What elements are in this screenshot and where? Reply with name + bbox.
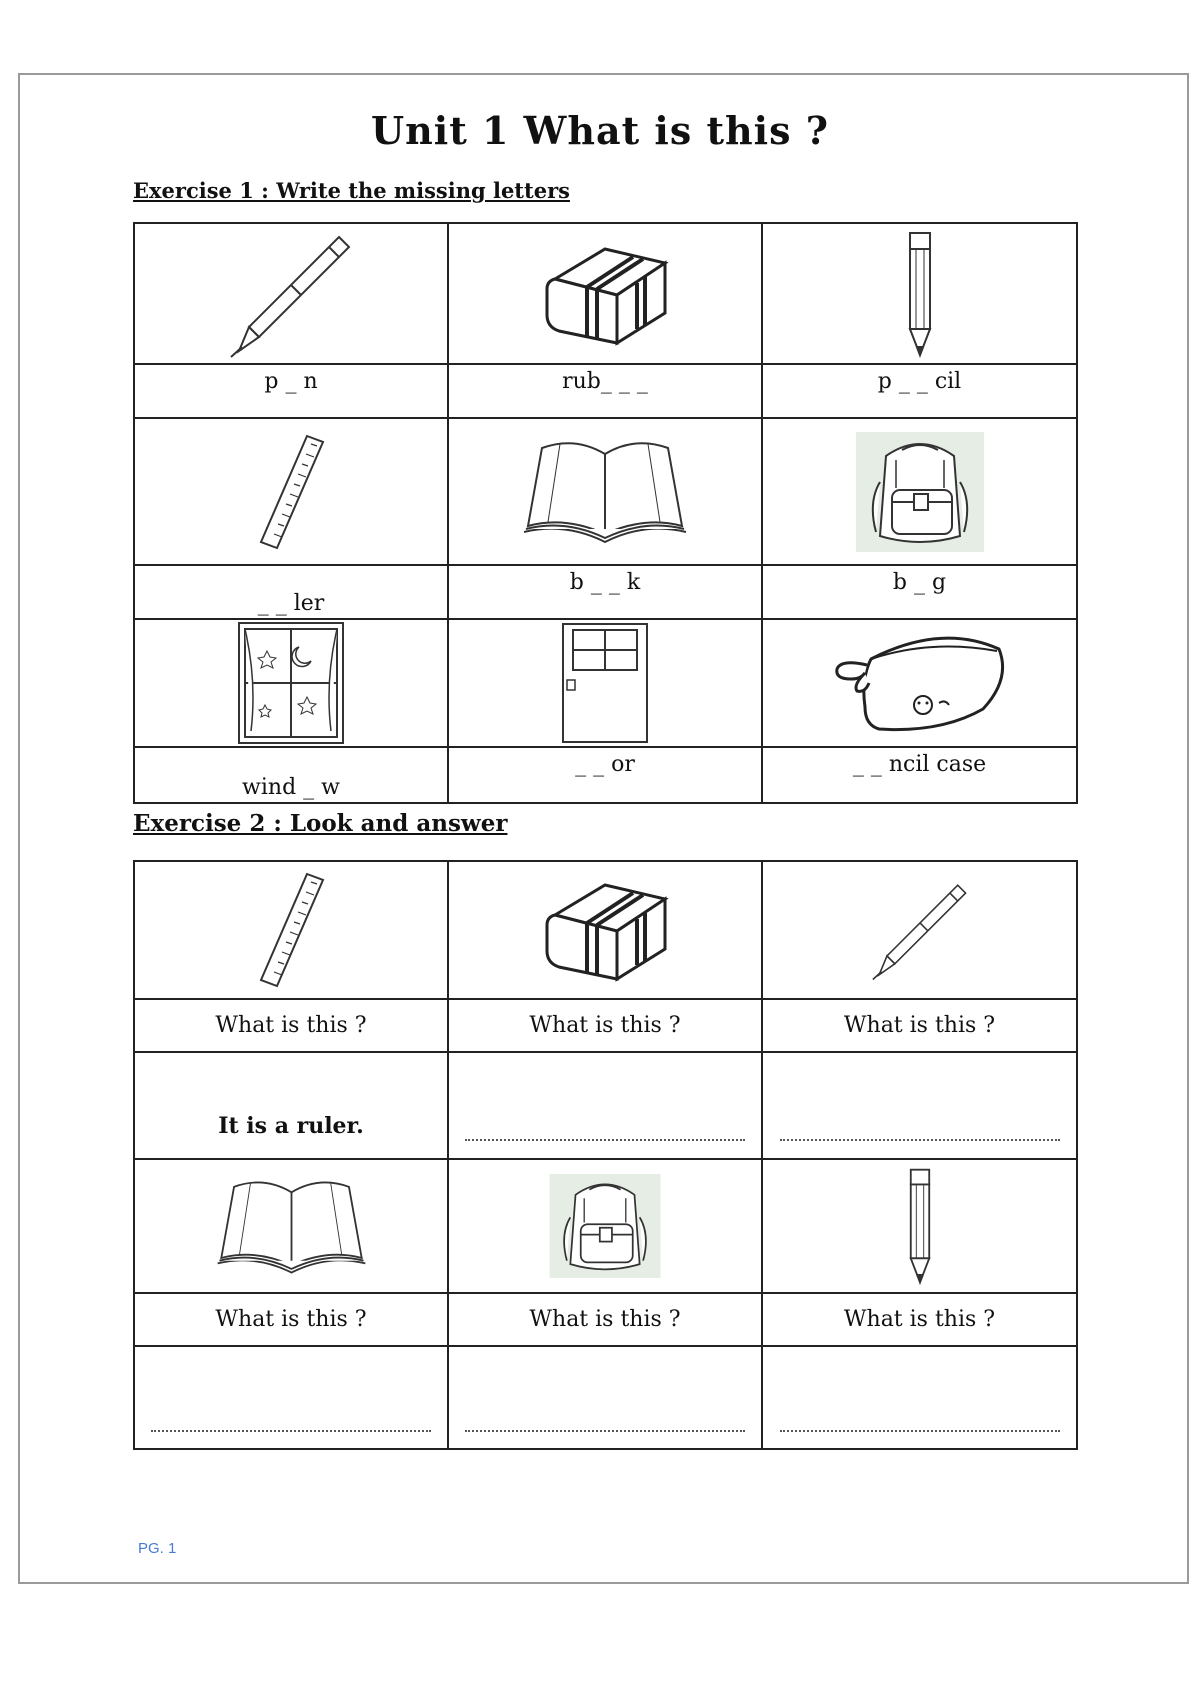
exercise2-image-cell [134, 1159, 448, 1293]
answer-line[interactable] [465, 1138, 745, 1141]
exercise1-image-cell [448, 619, 762, 747]
exercise1-image-cell [762, 223, 1077, 364]
answer-line[interactable] [151, 1429, 431, 1432]
exercise1-image-cell [134, 223, 448, 364]
exercise1-label: _ _ ncil case [762, 747, 1077, 803]
exercise1-label: b _ _ k [448, 565, 762, 619]
exercise1-label: p _ _ cil [762, 364, 1077, 418]
answer-cell[interactable] [448, 1052, 762, 1159]
window-icon [237, 621, 345, 745]
question-label: What is this ? [448, 999, 762, 1052]
exercise2-image-cell [448, 861, 762, 999]
pencil-icon [900, 229, 940, 359]
exercise2-image-cell [134, 861, 448, 999]
example-answer: It is a ruler. [134, 1052, 448, 1159]
answer-line[interactable] [780, 1429, 1060, 1432]
exercise1-image-cell [134, 418, 448, 565]
ruler-icon [251, 870, 331, 990]
bag-icon [856, 432, 984, 552]
exercise1-heading: Exercise 1 : Write the missing letters [133, 178, 570, 203]
question-label: What is this ? [134, 1293, 448, 1346]
door-icon [559, 622, 651, 744]
page-number: PG. 1 [138, 1540, 177, 1557]
exercise2-image-cell [448, 1159, 762, 1293]
rubber-icon [535, 875, 675, 985]
answer-cell[interactable] [762, 1052, 1077, 1159]
answer-line[interactable] [465, 1429, 745, 1432]
exercise1-image-cell [134, 619, 448, 747]
answer-cell[interactable] [448, 1346, 762, 1449]
pencil-icon [900, 1166, 940, 1286]
question-label: What is this ? [448, 1293, 762, 1346]
exercise1-image-cell [448, 223, 762, 364]
exercise1-label: p _ n [134, 364, 448, 418]
exercise1-label: rub_ _ _ [448, 364, 762, 418]
exercise1-table [133, 222, 1078, 804]
pen-icon [221, 229, 361, 359]
question-label: What is this ? [134, 999, 448, 1052]
exercise1-image-cell [448, 418, 762, 565]
page-title: Unit 1 What is this ? [371, 108, 829, 153]
pencil-case-icon [831, 629, 1009, 737]
exercise1-image-cell [762, 418, 1077, 565]
rubber-icon [535, 239, 675, 349]
question-label: What is this ? [762, 1293, 1077, 1346]
exercise2-table [133, 860, 1078, 1450]
exercise2-heading: Exercise 2 : Look and answer [133, 810, 508, 837]
exercise1-image-cell [762, 619, 1077, 747]
question-label: What is this ? [762, 999, 1077, 1052]
answer-cell[interactable] [134, 1346, 448, 1449]
exercise2-image-cell [762, 1159, 1077, 1293]
exercise1-label: _ _ ler [134, 565, 448, 619]
exercise1-label: b _ g [762, 565, 1077, 619]
exercise1-label: _ _ or [448, 747, 762, 803]
book-icon [520, 434, 690, 549]
answer-cell[interactable] [762, 1346, 1077, 1449]
answer-line[interactable] [780, 1138, 1060, 1141]
ruler-icon [251, 432, 331, 552]
book-icon [214, 1174, 369, 1279]
exercise2-image-cell [762, 861, 1077, 999]
bag-icon [549, 1174, 661, 1278]
exercise1-label: wind _ w [134, 747, 448, 803]
pen-icon [865, 875, 975, 985]
